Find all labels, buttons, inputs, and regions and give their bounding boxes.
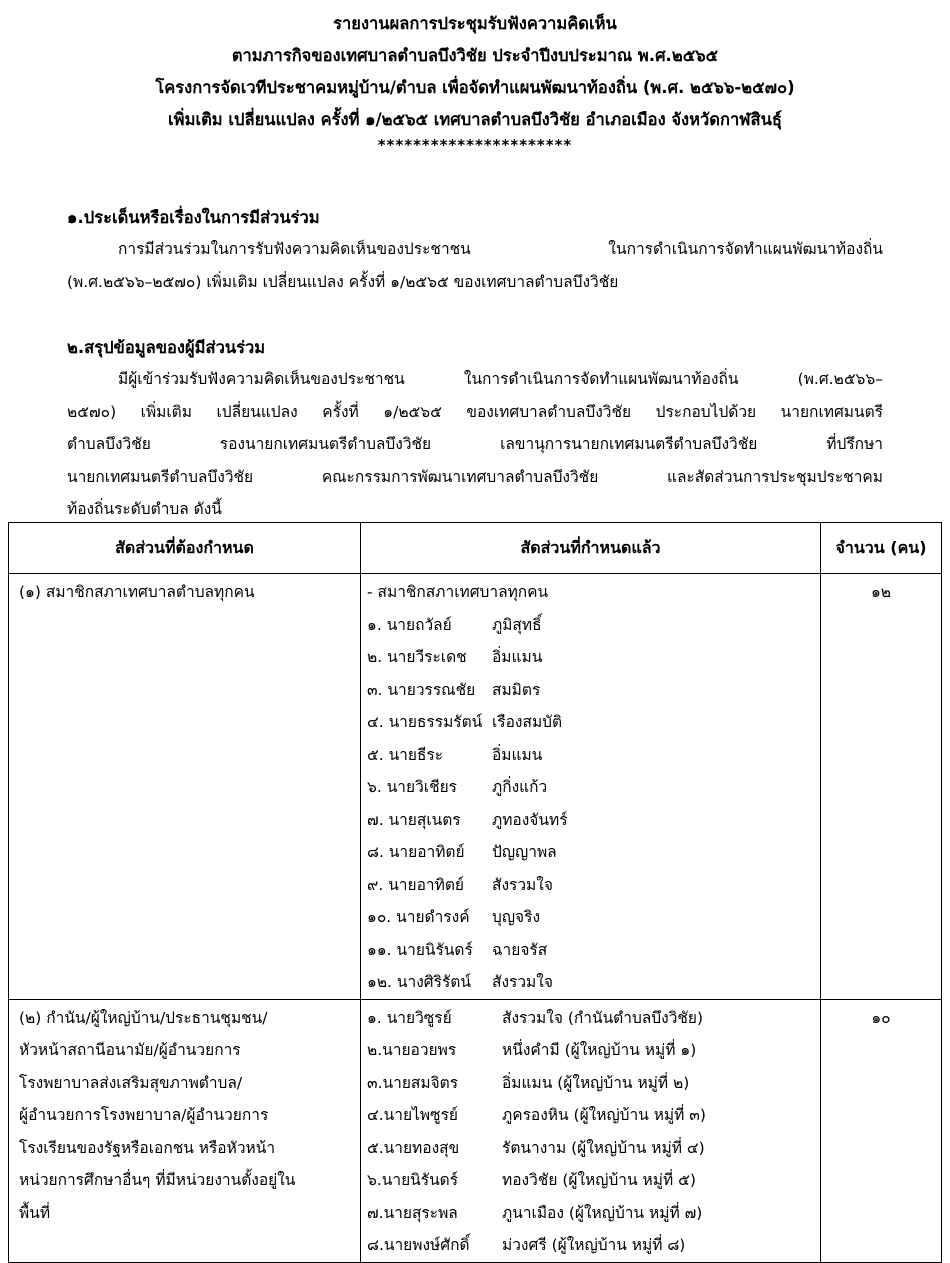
header-title: รายงานผลการประชุมรับฟังความคิดเห็น [333,14,617,33]
member-entry: ๒. นายวีระเดช อิ่มแมน [367,648,543,666]
column-header-count: จำนวน (คน) [821,523,942,574]
section-2-line: นายกเทศมนตรีตำบลบึงวิชัย คณะกรรมการพัฒนาเทศบาลตำบลบึงวิชัย และสัดส่วนการประชุมประชาคม [67,467,883,486]
member-entry: ๑๒. นางศิริรัตน์ สังรวมใจ [367,973,553,991]
section-2-line: ท้องถิ่นระดับตำบล ดังนี้ [67,500,222,518]
header-subtitle-mission: ตามภารกิจของเทศบาลตำบลบึงวิชัย ประจำปีงบประมาณ พ.ศ.๒๕๖๕ [231,46,719,65]
section-1-line: การมีส่วนร่วมในการรับฟังความคิดเห็นของประชาชน ในการดำเนินการจัดทำแผนพัฒนาท้องถิ่น [118,240,883,258]
member-count: ๑๐ [871,1008,891,1027]
section-2-line: ตำบลบึงวิชัย รองนายกเทศมนตรีตำบลบึงวิชัย เลขานุการนายกเทศมนตรีตำบลบึงวิชัย ที่ปรึกษา [67,435,883,453]
column-header-required: สัดส่วนที่ต้องกำหนด [9,523,361,574]
member-entry: ๓. นายวรรณชัย สมมิตร [367,680,541,699]
column-header-assigned: สัดส่วนที่กำหนดแล้ว [361,523,821,574]
member-group-label: - สมาชิกสภาเทศบาลทุกคน [367,583,549,601]
member-entry: ๖. นายวิเชียร ภูกิ่งแก้ว [367,778,548,796]
section-1-title: ๑.ประเด็นหรือเรื่องในการมีส่วนร่วม [67,208,320,227]
document-header [0,8,950,154]
table-header-row [9,523,942,574]
participants-table [8,522,942,1263]
section-2-line: ๒๕๗๐) เพิ่มเติม เปลี่ยนแปลง ครั้งที่ ๑/๒๕๖๕ ของเทศบาลตำบลบึงวิชัย ประกอบไปด้วย นายกเทศมนตรี [67,402,883,421]
member-entry: ๒.นายอวยพร หนึ่งคำมี (ผู้ใหญ่บ้าน หมู่ที่ ๑) [367,1041,697,1059]
member-entry: ๑. นายวิซูรย์ สังรวมใจ (กำนันตำบลบึงวิชัย) [367,1008,704,1027]
count-cell [821,999,942,1262]
table-row [9,999,942,1262]
section-2-line: มีผู้เข้าร่วมรับฟังความคิดเห็นของประชาชน ในการดำเนินการจัดทำแผนพัฒนาท้องถิ่น (พ.ศ.๒๕๖๖– [118,370,883,388]
count-cell [821,574,942,1000]
member-entry: ๘. นายอาทิตย์ ปัญญาพล [367,843,557,861]
member-entry: ๘.นายพงษ์ศักดิ์ ม่วงศรี (ผู้ใหญ่บ้าน หมู่ที่ ๘) [367,1236,686,1254]
member-entry: ๓.นายสมจิตร อิ่มแมน (ผู้ใหญ่บ้าน หมู่ที่ ๒) [367,1073,690,1092]
category-label: (๒) กำนัน/ผู้ใหญ่บ้าน/ประธานชุมชน/ หัวหน้าสถานีอนามัย/ผู้อำนวยการ โรงพยาบาลส่งเสริมสุขภาพตำบล/ ผู้อำนวยการโรงพยาบาล/ผู้อำนวยการ โรงเรียนของรัฐหรือเอกชน หรือหัวหน้า หน่วยการศึกษาอื่นๆ ที่มีหน่วยงานตั้งอยู่ใน พื้นที่ [19,1008,296,1222]
member-entry: ๖.นายนิรันดร์ ทองวิชัย (ผู้ใหญ่บ้าน หมู่ที่ ๕) [367,1171,696,1189]
member-entry: ๕. นายธีระ อิ่มแมน [367,745,543,764]
members-cell [361,574,821,1000]
table-row [9,574,942,1000]
member-entry: ๗.นายสุระพล ภูนาเมือง (ผู้ใหญ่บ้าน หมู่ที่ ๗) [367,1203,703,1222]
section-2-title: ๒.สรุปข้อมูลของผู้มีส่วนร่วม [67,338,266,357]
header-subtitle-revision: เพิ่มเติม เปลี่ยนแปลง ครั้งที่ ๑/๒๕๖๕ เทศบาลตำบลบึงวิชัย อำเภอเมือง จังหวัดกาฬสินธุ์ [168,110,782,129]
member-entry: ๕.นายทองสุข รัตนางาม (ผู้ใหญ่บ้าน หมู่ที่ ๔) [367,1138,705,1157]
member-count: ๑๒ [870,583,892,601]
members-cell [361,999,821,1262]
section-1-line: (พ.ศ.๒๕๖๖–๒๕๗๐) เพิ่มเติม เปลี่ยนแปลง ครั้งที่ ๑/๒๕๖๕ ของเทศบาลตำบลบึงวิชัย [67,272,619,291]
member-entry: ๔. นายธรรมรัตน์ เรืองสมบัติ [367,713,563,731]
category-cell [9,574,361,1000]
header-subtitle-project: โครงการจัดเวทีประชาคมหมู่บ้าน/ตำบล เพื่อจัดทำแผนพัฒนาท้องถิ่น (พ.ศ. ๒๕๖๖-๒๕๗๐) [155,78,795,97]
member-entry: ๗. นายสุเนตร ภูทองจันทร์ [367,810,568,829]
member-entry: ๑๑. นายนิรันดร์ ฉายจรัส [367,940,548,959]
member-entry: ๑. นายถวัลย์ ภูมิสุทธิ์ [367,615,542,634]
member-entry: ๔.นายไพซูรย์ ภูครองหิน (ผู้ใหญ่บ้าน หมู่ที่ ๓) [367,1106,706,1124]
member-list [361,1000,820,1262]
member-entry: ๑๐. นายดำรงค์ บุญจริง [367,908,541,926]
section-1-body [67,233,883,298]
category-label: (๑) สมาชิกสภาเทศบาลตำบลทุกคน [19,583,255,601]
category-cell [9,999,361,1262]
section-2-body [67,363,883,526]
member-list [361,574,820,999]
member-entry: ๙. นายอาทิตย์ สังรวมใจ [367,875,553,894]
header-separator: ********************** [377,136,573,154]
